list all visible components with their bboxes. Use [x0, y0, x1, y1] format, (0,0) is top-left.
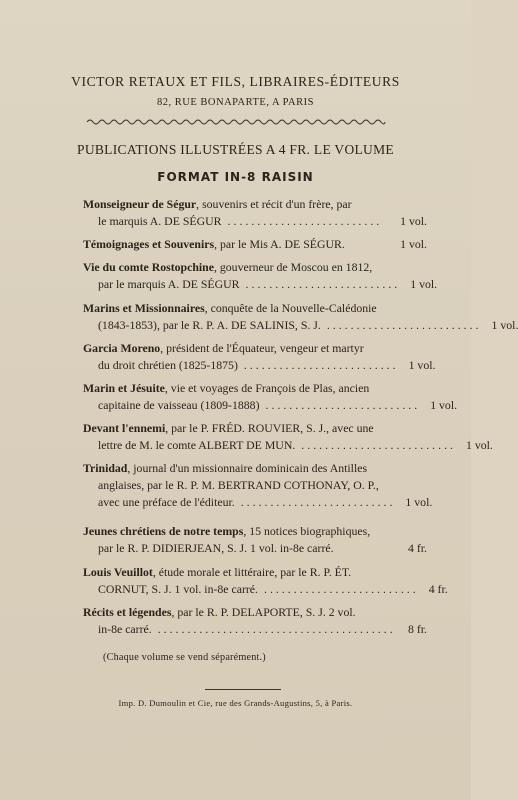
entry-title: Garcia Moreno: [83, 340, 161, 355]
entry-title: Marins et Missionnaires: [83, 300, 205, 315]
publication-entry: Louis Veuillot , étude morale et littéraire, par le R. P. ÉT. CORNUT, S. J. 1 vol. in-8e carré. .......................... 4 fr.: [83, 564, 448, 596]
entry-author: du droit chrétien (1825-1875): [98, 357, 238, 372]
format-title: FORMAT IN-8 RAISIN: [157, 170, 314, 184]
printer-imprint: Imp. D. Dumoulin et Cie, rue des Grands-Augustins, 5, à Paris.: [118, 698, 353, 708]
entry-detail: avec une préface de l'éditeur.: [98, 495, 235, 510]
entry-price: 1 vol.: [491, 317, 518, 332]
entry-price: 1 vol.: [410, 277, 438, 292]
entry-author: par le marquis A. DE SÉGUR: [98, 277, 240, 292]
publication-entry: [83, 236, 427, 253]
entry-title: Jeunes chrétiens de notre temps: [83, 524, 244, 539]
publication-entry: Trinidad , journal d'un missionnaire dominicain des Antilles anglaises, par le R. P. M. BERTRAND COTHONAY, O. P., avec une préface de l'éditeur. .......................... 1 vol.: [83, 461, 433, 510]
entry-title: Louis Veuillot: [83, 564, 153, 579]
entry-title: Trinidad: [83, 461, 128, 476]
entry-description: , président de l'Équateur, vengeur et martyr: [160, 340, 364, 355]
entry-author: lettre de M. le comte ALBERT DE MUN.: [98, 438, 296, 453]
publisher-name: VICTOR RETAUX ET FILS, LIBRAIRES-ÉDITEURS: [71, 74, 400, 89]
publication-entry: Vie du comte Rostopchine , gouverneur de Moscou en 1812, par le marquis A. DE SÉGUR .......................... 1 vol.: [83, 260, 438, 292]
publication-entry: Marin et Jésuite , vie et voyages de François de Plas, ancien capitaine de vaisseau (1809-1888) .......................... 1 vol.: [83, 380, 458, 412]
entry-description: , vie et voyages de François de Plas, ancien: [164, 380, 370, 395]
entry-description: , étude morale et littéraire, par le R. P. ÉT.: [152, 564, 352, 579]
entry-title: Devant l'ennemi: [83, 421, 166, 436]
entry-price: 1 vol.: [405, 495, 433, 510]
publication-entry: Récits et légendes , par le R. P. DELAPORTE, S. J. 2 vol. in-8e carré. ........................................ 8 fr.: [83, 604, 427, 636]
entry-author: (1843-1853), par le R. P. A. DE SALINIS, S. J.: [98, 317, 321, 332]
entry-author: anglaises, par le R. P. M. BERTRAND COTHONAY, O. P.,: [98, 478, 379, 493]
entry-description: , gouverneur de Moscou en 1812,: [213, 260, 373, 275]
entry-description: , souvenirs et récit d'un frère, par: [196, 197, 352, 211]
entry-price: 8 fr.: [407, 621, 427, 636]
entry-author: in-8e carré.: [98, 621, 152, 636]
entry-author: par le R. P. DIDIERJEAN, S. J. 1 vol. in-8e carré.: [98, 541, 334, 556]
sale-note: (Chaque volume se vend séparément.): [103, 652, 266, 663]
entry-price: 4 fr.: [407, 541, 427, 556]
entry-author: le marquis A. DE SÉGUR: [98, 214, 222, 228]
entry-description: , par le R. P. DELAPORTE, S. J. 2 vol.: [171, 604, 356, 619]
entry-description: , 15 notices biographiques,: [243, 524, 371, 539]
entry-price: 4 fr.: [428, 581, 448, 596]
wavy-divider: [87, 118, 385, 126]
entry-description: , conquête de la Nouvelle-Calédonie: [204, 300, 377, 315]
entry-title: Monseigneur de Ségur: [83, 197, 197, 211]
entry-author: capitaine de vaisseau (1809-1888): [98, 397, 260, 412]
entry-title: Marin et Jésuite: [83, 380, 165, 395]
entry-price: 1 vol.: [408, 357, 436, 372]
publication-entry: Monseigneur de Ségur , souvenirs et récit d'un frère, par le marquis A. DE SÉGUR .......................... 1 vol.: [83, 197, 427, 228]
entry-price: 1 vol.: [430, 397, 458, 412]
entry-description: , journal d'un missionnaire dominicain des Antilles: [127, 461, 368, 476]
entry-description: , par le P. FRÉD. ROUVIER, S. J., avec une: [165, 421, 374, 436]
entry-price: 1 vol.: [400, 237, 427, 252]
entry-price: 1 vol.: [465, 438, 493, 453]
entry-price: 1 vol.: [400, 214, 427, 228]
publication-list: [83, 196, 518, 644]
publication-entry: Devant l'ennemi , par le P. FRÉD. ROUVIER, S. J., avec une lettre de M. le comte ALBERT DE MUN. .......................... 1 vol.: [83, 421, 493, 453]
entry-title: Vie du comte Rostopchine: [83, 260, 214, 275]
entry-title: Témoignages et Souvenirs: [83, 237, 215, 252]
publication-entry: [83, 523, 427, 557]
publications-title: PUBLICATIONS ILLUSTRÉES A 4 FR. LE VOLUME: [77, 142, 394, 157]
entry-title: Récits et légendes: [83, 604, 172, 619]
publisher-address: 82, RUE BONAPARTE, A PARIS: [157, 97, 314, 108]
publication-entry: Garcia Moreno , président de l'Équateur, vengeur et martyr du droit chrétien (1825-1875) .......................... 1 vol.: [83, 340, 436, 372]
publication-entry: Marins et Missionnaires , conquête de la Nouvelle-Calédonie (1843-1853), par le R. P. A. DE SALINIS, S. J. .......................... 1 vol.: [83, 300, 518, 332]
entry-description: , par le Mis A. DE SÉGUR.: [214, 237, 345, 252]
footer-rule: [205, 689, 281, 690]
entry-author: CORNUT, S. J. 1 vol. in-8e carré.: [98, 581, 258, 596]
